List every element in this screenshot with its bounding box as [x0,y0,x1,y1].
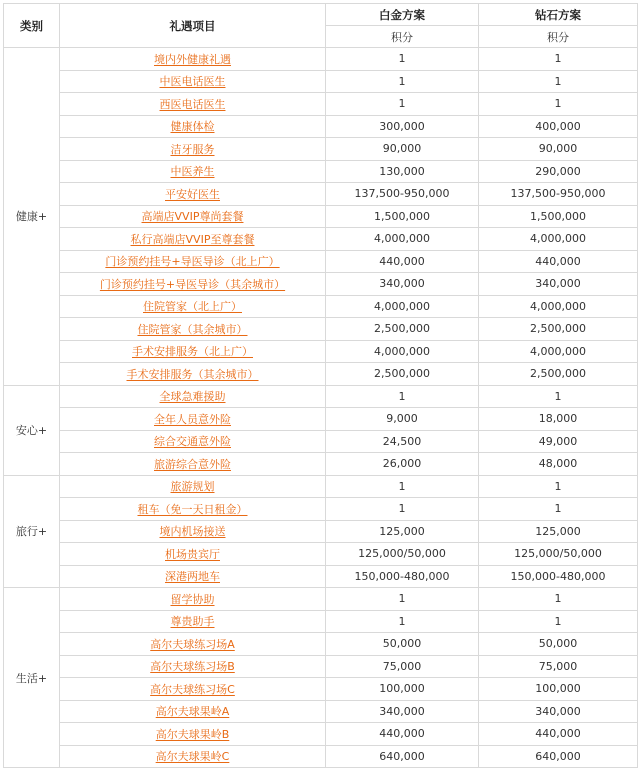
table-row [4,633,638,656]
table-row [4,318,638,341]
diamond-points-cell: 18,000 [479,408,638,431]
table-row [4,543,638,566]
diamond-points-cell: 150,000-480,000 [479,565,638,588]
table-row [4,655,638,678]
platinum-points-cell: 2,500,000 [326,318,479,341]
platinum-points-cell: 1 [326,93,479,116]
benefit-item-cell [60,363,326,386]
benefit-item-cell [60,430,326,453]
benefit-item-link[interactable]: 住院管家（北上广） [143,300,242,314]
diamond-points-cell: 440,000 [479,723,638,746]
diamond-points-cell: 1 [479,588,638,611]
benefit-item-link[interactable]: 尊贵助手 [170,615,215,629]
platinum-points-cell: 26,000 [326,453,479,476]
table-row [4,115,638,138]
benefit-item-cell [60,588,326,611]
category-cell: 健康+ [4,48,60,386]
header-item: 礼遇项目 [60,4,326,48]
table-row [4,678,638,701]
platinum-points-cell: 24,500 [326,430,479,453]
table-row [4,340,638,363]
diamond-points-cell: 1 [479,70,638,93]
diamond-points-cell: 1 [479,610,638,633]
diamond-points-cell: 50,000 [479,633,638,656]
benefit-item-link[interactable]: 高尔夫球练习场B [150,660,235,674]
diamond-points-cell: 340,000 [479,700,638,723]
benefit-item-cell [60,655,326,678]
benefit-item-cell [60,565,326,588]
benefit-item-link[interactable]: 住院管家（其余城市） [137,322,248,336]
benefit-item-link[interactable]: 高端店VVIP尊尚套餐 [141,210,244,224]
table-row [4,295,638,318]
benefit-item-link[interactable]: 深港两地车 [165,570,220,584]
benefit-item-link[interactable]: 手术安排服务（北上广） [132,345,253,359]
category-cell: 安心+ [4,385,60,475]
benefit-item-link[interactable]: 健康体检 [170,120,215,134]
diamond-points-cell: 2,500,000 [479,318,638,341]
category-cell: 旅行+ [4,475,60,588]
platinum-points-cell: 125,000 [326,520,479,543]
platinum-points-cell: 440,000 [326,250,479,273]
benefit-item-link[interactable]: 旅游综合意外险 [154,457,231,471]
benefit-item-cell [60,138,326,161]
platinum-points-cell: 125,000/50,000 [326,543,479,566]
benefit-item-link[interactable]: 留学协助 [170,592,215,606]
diamond-points-cell: 4,000,000 [479,228,638,251]
benefit-item-cell [60,183,326,206]
benefit-item-link[interactable]: 私行高端店VVIP至尊套餐 [130,232,255,246]
table-row [4,93,638,116]
platinum-points-cell: 130,000 [326,160,479,183]
benefit-item-cell [60,700,326,723]
diamond-points-cell: 75,000 [479,655,638,678]
header-diamond: 钻石方案 [479,4,638,26]
benefit-item-link[interactable]: 高尔夫球练习场A [150,637,235,651]
benefit-item-cell [60,543,326,566]
benefit-item-link[interactable]: 门诊预约挂号+导医导诊（北上广） [105,255,280,269]
diamond-points-cell: 125,000 [479,520,638,543]
table-row [4,565,638,588]
benefit-item-cell [60,48,326,71]
benefit-item-cell [60,205,326,228]
platinum-points-cell: 300,000 [326,115,479,138]
diamond-points-cell: 49,000 [479,430,638,453]
benefit-item-link[interactable]: 中医养生 [170,165,215,179]
benefit-item-cell [60,520,326,543]
header-diamond-unit: 积分 [479,26,638,48]
platinum-points-cell: 1 [326,588,479,611]
benefit-item-cell [60,745,326,768]
benefit-item-link[interactable]: 综合交通意外险 [154,435,231,449]
benefit-item-cell [60,228,326,251]
platinum-points-cell: 2,500,000 [326,363,479,386]
benefit-item-link[interactable]: 全年人员意外险 [154,412,231,426]
table-row [4,363,638,386]
diamond-points-cell: 4,000,000 [479,340,638,363]
benefit-item-cell [60,723,326,746]
platinum-points-cell: 50,000 [326,633,479,656]
diamond-points-cell: 48,000 [479,453,638,476]
benefit-item-link[interactable]: 旅游规划 [170,480,215,494]
platinum-points-cell: 440,000 [326,723,479,746]
benefits-table [3,3,638,768]
benefit-item-cell [60,678,326,701]
table-body [4,48,638,768]
table-row [4,498,638,521]
benefit-item-link[interactable]: 境内外健康礼遇 [154,52,231,66]
diamond-points-cell: 1,500,000 [479,205,638,228]
platinum-points-cell: 4,000,000 [326,295,479,318]
table-row [4,70,638,93]
table-row [4,520,638,543]
platinum-points-cell: 1,500,000 [326,205,479,228]
diamond-points-cell: 125,000/50,000 [479,543,638,566]
diamond-points-cell: 1 [479,48,638,71]
diamond-points-cell: 290,000 [479,160,638,183]
table-row [4,430,638,453]
benefit-item-link[interactable]: 高尔夫球练习场C [150,682,235,696]
table-row [4,228,638,251]
benefit-item-link[interactable]: 手术安排服务（其余城市） [126,367,259,381]
diamond-points-cell: 1 [479,498,638,521]
benefit-item-link[interactable]: 平安好医生 [165,187,220,201]
table-row [4,160,638,183]
platinum-points-cell: 150,000-480,000 [326,565,479,588]
platinum-points-cell: 9,000 [326,408,479,431]
platinum-points-cell: 1 [326,498,479,521]
table-row [4,273,638,296]
benefit-item-link[interactable]: 西医电话医生 [159,97,226,111]
benefit-item-link[interactable]: 高尔夫球果岭B [155,727,230,741]
table-row [4,183,638,206]
benefit-item-cell [60,453,326,476]
table-row [4,408,638,431]
benefit-item-cell [60,408,326,431]
diamond-points-cell: 1 [479,475,638,498]
table-row [4,138,638,161]
header-category: 类别 [4,4,60,48]
platinum-points-cell: 100,000 [326,678,479,701]
benefit-item-link[interactable]: 洁牙服务 [170,142,215,156]
benefit-item-cell [60,250,326,273]
diamond-points-cell: 90,000 [479,138,638,161]
table-row [4,745,638,768]
benefit-item-link[interactable]: 租车（免一天日租金） [137,502,248,516]
diamond-points-cell: 137,500-950,000 [479,183,638,206]
table-row [4,610,638,633]
benefit-item-link[interactable]: 门诊预约挂号+导医导诊（其余城市） [99,277,286,291]
benefit-item-link[interactable]: 机场贵宾厅 [165,547,220,561]
table-row [4,723,638,746]
header-platinum-unit: 积分 [326,26,479,48]
platinum-points-cell: 1 [326,385,479,408]
table-row [4,205,638,228]
benefit-item-cell [60,633,326,656]
platinum-points-cell: 640,000 [326,745,479,768]
diamond-points-cell: 1 [479,385,638,408]
benefit-item-link[interactable]: 高尔夫球果岭A [155,705,230,719]
benefit-item-cell [60,610,326,633]
benefit-item-cell [60,273,326,296]
diamond-points-cell: 400,000 [479,115,638,138]
benefit-item-link[interactable]: 高尔夫球果岭C [155,750,230,764]
table-row [4,453,638,476]
benefit-item-cell [60,93,326,116]
benefit-item-cell [60,498,326,521]
category-cell: 生活+ [4,588,60,768]
table-row [4,250,638,273]
benefit-item-cell [60,340,326,363]
benefit-item-cell [60,295,326,318]
platinum-points-cell: 75,000 [326,655,479,678]
table-row [4,588,638,611]
diamond-points-cell: 2,500,000 [479,363,638,386]
platinum-points-cell: 1 [326,475,479,498]
benefit-item-cell [60,70,326,93]
benefit-item-cell [60,318,326,341]
table-row [4,700,638,723]
table-row [4,475,638,498]
benefit-item-link[interactable]: 中医电话医生 [159,75,226,89]
platinum-points-cell: 4,000,000 [326,228,479,251]
platinum-points-cell: 4,000,000 [326,340,479,363]
table-row [4,385,638,408]
benefit-item-cell [60,475,326,498]
platinum-points-cell: 340,000 [326,700,479,723]
benefit-item-link[interactable]: 全球急难援助 [159,390,226,404]
platinum-points-cell: 340,000 [326,273,479,296]
platinum-points-cell: 1 [326,70,479,93]
benefit-item-cell [60,160,326,183]
diamond-points-cell: 640,000 [479,745,638,768]
platinum-points-cell: 137,500-950,000 [326,183,479,206]
benefit-item-link[interactable]: 境内机场接送 [159,525,226,539]
platinum-points-cell: 1 [326,610,479,633]
diamond-points-cell: 4,000,000 [479,295,638,318]
benefit-item-cell [60,385,326,408]
diamond-points-cell: 340,000 [479,273,638,296]
platinum-points-cell: 1 [326,48,479,71]
platinum-points-cell: 90,000 [326,138,479,161]
diamond-points-cell: 100,000 [479,678,638,701]
header-platinum: 白金方案 [326,4,479,26]
diamond-points-cell: 440,000 [479,250,638,273]
benefit-item-cell [60,115,326,138]
diamond-points-cell: 1 [479,93,638,116]
table-row [4,48,638,71]
